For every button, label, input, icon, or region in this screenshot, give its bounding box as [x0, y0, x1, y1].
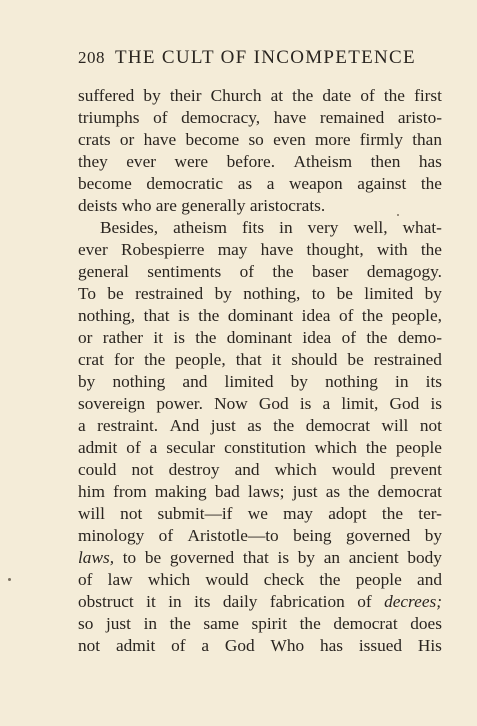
word: the: [198, 306, 220, 325]
word: a: [201, 636, 210, 655]
word: has: [319, 636, 343, 655]
word: in: [395, 372, 409, 391]
word: the: [195, 328, 217, 347]
word: generally: [181, 196, 246, 215]
word: democratic: [146, 174, 224, 193]
word: so: [78, 614, 94, 633]
word: the: [383, 86, 405, 105]
word: we: [247, 504, 268, 523]
text-line: [78, 393, 442, 415]
word: just: [210, 416, 236, 435]
word: people: [355, 570, 402, 589]
word: people,: [175, 350, 226, 369]
word: as: [237, 174, 253, 193]
word: laws,: [78, 548, 115, 567]
word: by: [424, 284, 442, 303]
word: not: [78, 636, 101, 655]
word: will: [381, 416, 409, 435]
word: weapon: [288, 174, 343, 193]
word: just: [105, 614, 131, 633]
word: dominant: [227, 306, 294, 325]
word: by: [297, 548, 316, 567]
word: governed: [345, 526, 411, 545]
word: against: [357, 174, 407, 193]
word: nothing: [112, 372, 166, 391]
word: baser: [311, 262, 349, 281]
text-line: [78, 261, 442, 283]
page-number: 208: [78, 48, 105, 67]
word: check: [263, 570, 305, 589]
word: remained: [319, 108, 385, 127]
word: spirit: [251, 614, 288, 633]
word: be: [144, 548, 162, 567]
word: laws;: [247, 482, 285, 501]
word: ever: [78, 240, 108, 259]
word: a: [149, 438, 158, 457]
word: become: [185, 130, 240, 149]
word: not: [419, 416, 442, 435]
word: idea: [301, 306, 331, 325]
word: for: [113, 350, 135, 369]
word: limited: [364, 284, 414, 303]
word: by: [424, 526, 442, 545]
text-line: [78, 239, 442, 261]
text-line: [78, 415, 442, 437]
word: atheism: [173, 218, 227, 237]
word: date: [322, 86, 352, 105]
word: thought,: [306, 240, 364, 259]
text-line: [78, 195, 442, 217]
word: His: [417, 636, 442, 655]
word: first: [414, 86, 442, 105]
text-line: [78, 327, 442, 349]
word: governed: [169, 548, 235, 567]
word: nothing,: [243, 284, 301, 303]
word: the: [272, 262, 294, 281]
word: a: [266, 174, 275, 193]
word: by: [78, 372, 96, 391]
word: of: [341, 328, 356, 347]
word: Robespierre: [120, 240, 205, 259]
word: its: [425, 372, 442, 391]
word: which: [274, 460, 317, 479]
word: bad: [214, 482, 240, 501]
word: Who: [270, 636, 305, 655]
text-line: [78, 85, 442, 107]
word: does: [410, 614, 442, 633]
word: of: [239, 262, 254, 281]
word: admit: [115, 636, 156, 655]
word: a: [78, 416, 86, 435]
word: And: [169, 416, 200, 435]
word: fits: [241, 218, 265, 237]
word: prevent: [390, 460, 442, 479]
word: the: [169, 614, 191, 633]
text-line: [78, 635, 442, 657]
word: with: [376, 240, 408, 259]
word: democracy,: [181, 108, 261, 127]
text-line: [78, 151, 442, 173]
word: of: [360, 86, 375, 105]
word: demagogy.: [366, 262, 442, 281]
word: daily: [222, 592, 258, 611]
word: have: [143, 130, 177, 149]
word: the: [144, 350, 166, 369]
word: be: [347, 350, 364, 369]
word: general: [78, 262, 129, 281]
word: Aristotle—to: [187, 526, 279, 545]
text-line: [78, 305, 442, 327]
word: adopt: [328, 504, 367, 523]
word: secular: [166, 438, 216, 457]
word: of: [153, 108, 168, 127]
word: dominant: [226, 328, 293, 347]
word: and: [417, 570, 442, 589]
word: idea: [302, 328, 332, 347]
text-line: [78, 371, 442, 393]
word: their: [169, 86, 202, 105]
word: would: [205, 570, 249, 589]
word: by: [143, 86, 161, 105]
word: ter-: [418, 504, 442, 523]
word: the: [292, 86, 314, 105]
word: the: [420, 174, 442, 193]
word: is: [277, 548, 290, 567]
word: sentiments: [147, 262, 222, 281]
word: what-: [402, 218, 442, 237]
word: ever: [126, 152, 157, 171]
word: have: [273, 108, 307, 127]
word: restrained: [373, 350, 442, 369]
page-header: [78, 47, 442, 69]
word: well,: [353, 218, 388, 237]
text-line: [78, 569, 442, 591]
word: of: [158, 526, 174, 545]
text-line: [78, 481, 442, 503]
word: rather: [102, 328, 144, 347]
word: so: [248, 130, 264, 149]
text-line: [78, 283, 442, 305]
word: or: [119, 130, 135, 149]
word: its: [194, 592, 211, 611]
word: would: [331, 460, 376, 479]
word: the: [273, 416, 295, 435]
running-title: THE CULT OF INCOMPETENCE: [115, 47, 416, 68]
word: and: [234, 460, 260, 479]
word: who: [121, 196, 152, 215]
word: destroy: [168, 460, 220, 479]
word: is: [173, 328, 185, 347]
word: minology: [78, 526, 145, 545]
word: Church: [210, 86, 262, 105]
text-line: [78, 437, 442, 459]
word: the: [381, 504, 404, 523]
word: not: [131, 460, 154, 479]
word: nothing: [325, 372, 378, 391]
word: they: [78, 152, 108, 171]
word: power.: [156, 394, 203, 413]
word: decrees;: [384, 592, 442, 611]
word: Besides,: [100, 218, 159, 237]
word: are: [155, 196, 177, 215]
word: before.: [226, 152, 276, 171]
text-line: [78, 613, 442, 635]
word: of: [357, 592, 372, 611]
word: issued: [358, 636, 403, 655]
word: not: [120, 504, 143, 523]
word: making: [154, 482, 207, 501]
word: in: [168, 592, 182, 611]
word: that: [143, 306, 170, 325]
word: the: [299, 614, 321, 633]
word: of: [78, 570, 93, 589]
word: the: [365, 438, 387, 457]
word: Now: [214, 394, 248, 413]
word: which: [314, 438, 357, 457]
word: that: [242, 548, 269, 567]
word: is: [299, 394, 312, 413]
word: crat: [78, 350, 104, 369]
text-line: [78, 459, 442, 481]
word: of: [338, 306, 354, 325]
word: admit: [78, 438, 118, 457]
word: become: [78, 174, 132, 193]
word: to: [122, 548, 137, 567]
word: limit,: [341, 394, 379, 413]
word: than: [412, 130, 442, 149]
word: constitution: [224, 438, 306, 457]
word: people,: [391, 306, 442, 325]
body-text: [78, 85, 442, 657]
text-line: [78, 547, 442, 569]
word: may: [217, 240, 248, 259]
word: from: [113, 482, 147, 501]
word: will: [78, 504, 105, 523]
word: or: [78, 328, 93, 347]
word: the: [366, 328, 388, 347]
word: very: [307, 218, 339, 237]
word: just: [292, 482, 318, 501]
word: To: [78, 284, 96, 303]
word: in: [279, 218, 293, 237]
word: law: [107, 570, 133, 589]
word: restraint.: [97, 416, 159, 435]
word: the: [361, 306, 384, 325]
word: body: [407, 548, 442, 567]
text-line: [78, 349, 442, 371]
word: nothing,: [78, 306, 136, 325]
word: by: [214, 284, 232, 303]
word: of: [171, 636, 186, 655]
word: it: [146, 592, 156, 611]
word: God: [389, 394, 420, 413]
word: aristocrats.: [249, 196, 326, 215]
text-line: [78, 591, 442, 613]
text-line: [78, 129, 442, 151]
word: firmly: [359, 130, 403, 149]
word: it: [153, 328, 164, 347]
word: democrat: [305, 416, 370, 435]
word: Atheism: [293, 152, 353, 171]
word: fabrication: [269, 592, 345, 611]
word: same: [203, 614, 239, 633]
word: is: [178, 306, 190, 325]
text-line: [78, 107, 442, 129]
word: being: [293, 526, 332, 545]
word: the: [348, 482, 370, 501]
word: the: [319, 570, 341, 589]
word: be: [336, 284, 353, 303]
word: at: [270, 86, 284, 105]
word: in: [143, 614, 158, 633]
word: people: [395, 438, 442, 457]
word: aristo-: [397, 108, 442, 127]
word: a: [322, 394, 331, 413]
word: then: [370, 152, 401, 171]
word: demo-: [397, 328, 442, 347]
paper-speck: [8, 578, 11, 581]
word: could: [78, 460, 117, 479]
word: by: [290, 372, 308, 391]
word: him: [78, 482, 105, 501]
word: submit—if: [157, 504, 233, 523]
word: may: [283, 504, 313, 523]
word: it: [271, 350, 282, 369]
word: be: [107, 284, 124, 303]
text-line: [78, 503, 442, 525]
text-line: [78, 525, 442, 547]
text-line: [78, 217, 442, 239]
word: which: [147, 570, 191, 589]
word: as: [247, 416, 262, 435]
word: has: [418, 152, 442, 171]
word: democrat: [377, 482, 442, 501]
word: more: [314, 130, 351, 149]
paper-speck: [397, 214, 399, 216]
word: democrat: [333, 614, 398, 633]
word: even: [273, 130, 306, 149]
word: triumphs: [78, 108, 140, 127]
word: of: [126, 438, 141, 457]
word: suffered: [78, 86, 135, 105]
word: an: [323, 548, 341, 567]
word: as: [325, 482, 341, 501]
word: restrained: [135, 284, 204, 303]
word: limited: [224, 372, 274, 391]
word: sovereign: [78, 394, 146, 413]
word: obstruct: [78, 592, 134, 611]
word: deists: [78, 196, 118, 215]
word: is: [430, 394, 442, 413]
text-line: [78, 173, 442, 195]
word: were: [174, 152, 209, 171]
word: to: [311, 284, 326, 303]
word: the: [420, 240, 442, 259]
word: ancient: [348, 548, 399, 567]
word: that: [235, 350, 262, 369]
word: God: [224, 636, 255, 655]
word: and: [182, 372, 208, 391]
word: should: [291, 350, 338, 369]
word: crats: [78, 130, 111, 149]
word: have: [260, 240, 294, 259]
word: God: [258, 394, 289, 413]
